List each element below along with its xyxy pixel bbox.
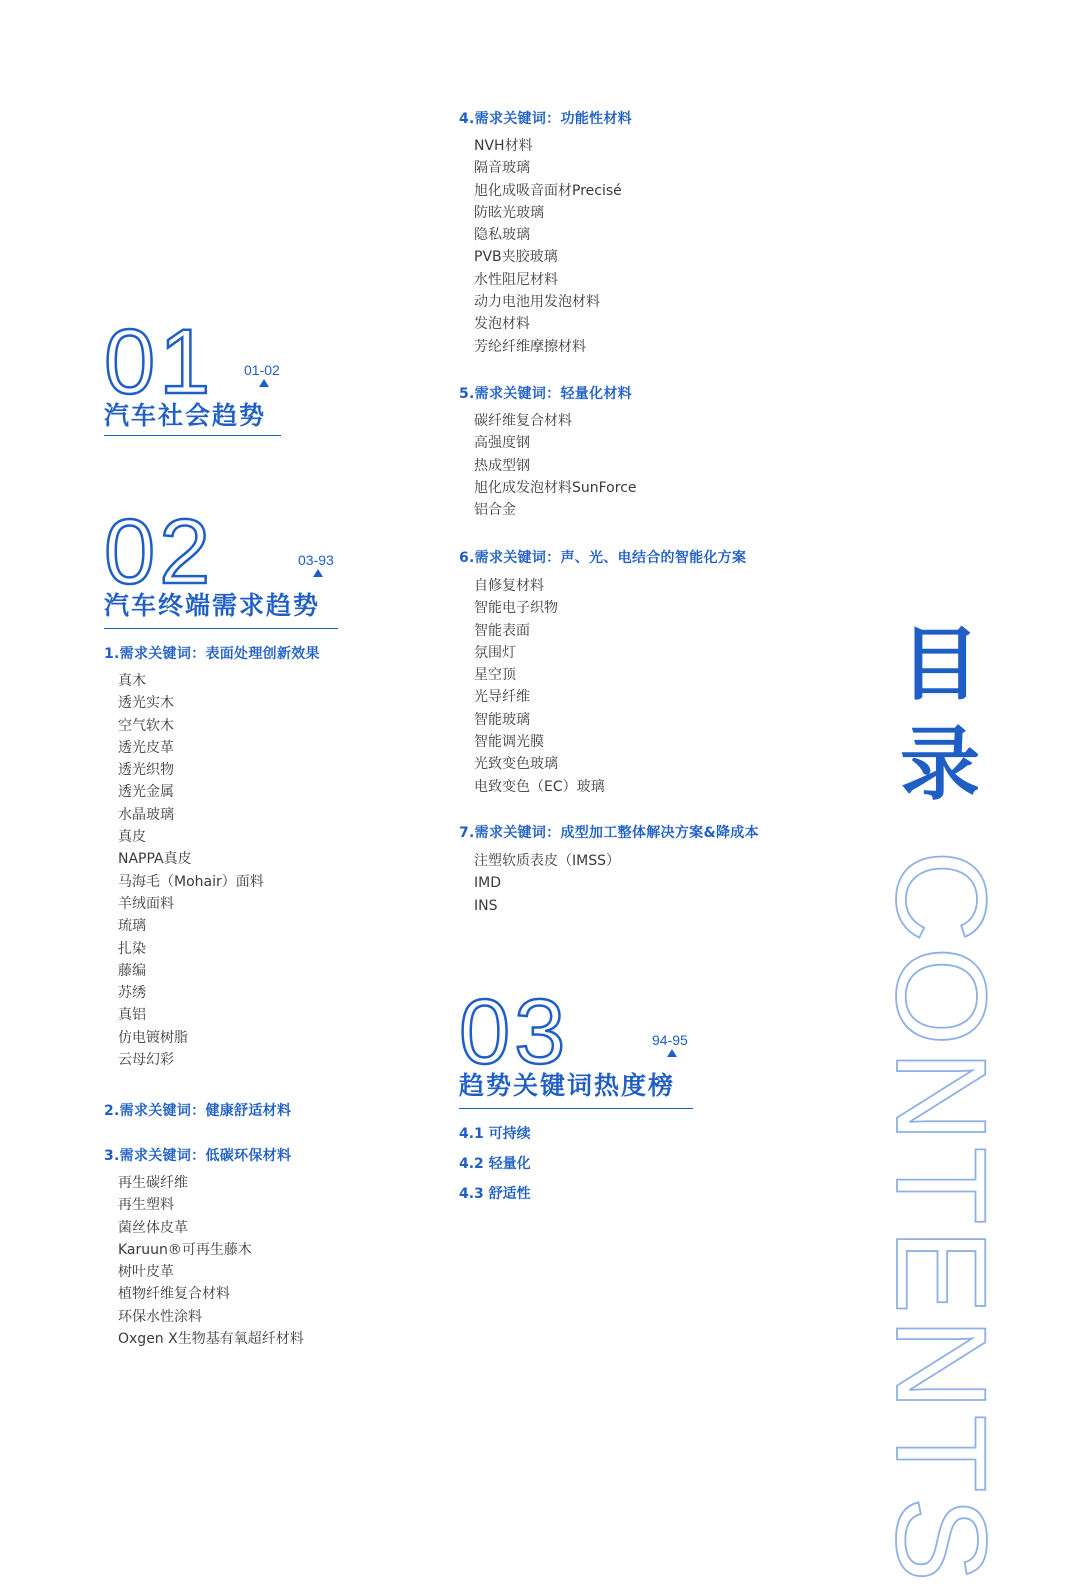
list-item[interactable]: Karuun®可再生藤木 bbox=[118, 1241, 252, 1258]
section-4-heading[interactable]: 4.需求关键词：功能性材料 bbox=[459, 111, 632, 127]
section-3-list bbox=[118, 1172, 304, 1350]
list-item[interactable]: 芳纶纤维摩擦材料 bbox=[474, 338, 586, 355]
list-item[interactable]: 高强度钢 bbox=[474, 435, 530, 452]
list-item[interactable]: 云母幻彩 bbox=[118, 1052, 174, 1069]
list-item[interactable]: 再生塑料 bbox=[118, 1197, 174, 1214]
list-item[interactable]: 隐私玻璃 bbox=[474, 227, 530, 244]
list-item[interactable]: 真铝 bbox=[118, 1007, 146, 1024]
hotlist-item-lightweight[interactable]: 4.2 轻量化 bbox=[459, 1156, 531, 1172]
section-4-list bbox=[474, 135, 622, 358]
triangle-marker-icon bbox=[313, 569, 323, 577]
list-item[interactable]: 水性阻尼材料 bbox=[474, 271, 558, 288]
chapter-03-number: 03 bbox=[459, 981, 570, 1083]
list-item[interactable]: 扎染 bbox=[118, 940, 146, 957]
list-item[interactable]: NAPPA真皮 bbox=[118, 851, 192, 868]
list-item[interactable]: 智能电子织物 bbox=[474, 600, 558, 617]
section-1-list bbox=[118, 670, 264, 1071]
list-item[interactable]: 苏绣 bbox=[118, 985, 146, 1002]
chapter-03-underline bbox=[459, 1108, 693, 1109]
list-item[interactable]: NVH材料 bbox=[474, 138, 533, 154]
chapter-01-pages[interactable]: 01-02 bbox=[244, 362, 280, 378]
triangle-marker-icon bbox=[259, 379, 269, 387]
list-item[interactable]: 仿电镀树脂 bbox=[118, 1029, 188, 1046]
list-item[interactable]: 星空顶 bbox=[474, 667, 516, 684]
list-item[interactable]: 光致变色玻璃 bbox=[474, 756, 558, 773]
list-item[interactable]: 光导纤维 bbox=[474, 689, 530, 706]
list-item[interactable]: 透光织物 bbox=[118, 762, 174, 779]
side-title-char-2: 录 bbox=[900, 718, 980, 811]
chapter-02-pages[interactable]: 03-93 bbox=[298, 552, 334, 568]
list-item[interactable]: 铝合金 bbox=[474, 502, 516, 519]
section-1-heading[interactable]: 1.需求关键词：表面处理创新效果 bbox=[104, 646, 320, 662]
list-item[interactable]: 电致变色（EC）玻璃 bbox=[474, 778, 605, 795]
list-item[interactable]: INS bbox=[474, 897, 498, 914]
list-item[interactable]: 羊绒面料 bbox=[118, 895, 174, 912]
list-item[interactable]: 再生碳纤维 bbox=[118, 1175, 188, 1191]
list-item[interactable]: 树叶皮革 bbox=[118, 1264, 174, 1281]
list-item[interactable]: 氛围灯 bbox=[474, 644, 516, 661]
chapter-01-number: 01 bbox=[104, 311, 215, 413]
chapter-03-pages[interactable]: 94-95 bbox=[652, 1032, 688, 1048]
list-item[interactable]: 琉璃 bbox=[118, 918, 146, 935]
section-6-list bbox=[474, 575, 605, 798]
chapter-02-number: 02 bbox=[104, 501, 215, 603]
chapter-01-title[interactable]: 汽车社会趋势 bbox=[104, 401, 267, 430]
list-item[interactable]: 透光皮革 bbox=[118, 739, 174, 756]
list-item[interactable]: 动力电池用发泡材料 bbox=[474, 294, 600, 311]
list-item[interactable]: PVB夹胶玻璃 bbox=[474, 249, 558, 266]
list-item[interactable]: 防眩光玻璃 bbox=[474, 204, 544, 221]
list-item[interactable]: 透光实木 bbox=[118, 695, 174, 712]
list-item[interactable]: 环保水性涂料 bbox=[118, 1308, 202, 1325]
list-item[interactable]: 碳纤维复合材料 bbox=[474, 413, 572, 429]
list-item[interactable]: 藤编 bbox=[118, 962, 146, 979]
list-item[interactable]: 智能玻璃 bbox=[474, 711, 530, 728]
side-title-char-1: 目 bbox=[900, 618, 980, 711]
section-7-heading[interactable]: 7.需求关键词：成型加工整体解决方案&降成本 bbox=[459, 825, 759, 841]
section-3-heading[interactable]: 3.需求关键词：低碳环保材料 bbox=[104, 1148, 292, 1164]
section-2-heading[interactable]: 2.需求关键词：健康舒适材料 bbox=[104, 1103, 292, 1119]
list-item[interactable]: 菌丝体皮革 bbox=[118, 1219, 188, 1236]
list-item[interactable]: 注塑软质表皮（IMSS） bbox=[474, 853, 620, 869]
list-item[interactable]: 旭化成吸音面材Precisé bbox=[474, 182, 622, 199]
triangle-marker-icon bbox=[667, 1049, 677, 1057]
side-title-cn bbox=[895, 615, 985, 815]
list-item[interactable]: 空气软木 bbox=[118, 717, 174, 734]
list-item[interactable]: 热成型钢 bbox=[474, 457, 530, 474]
section-5-heading[interactable]: 5.需求关键词：轻量化材料 bbox=[459, 386, 632, 402]
side-title-en-wrap bbox=[869, 850, 1012, 1586]
list-item[interactable]: 植物纤维复合材料 bbox=[118, 1286, 230, 1303]
chapter-03-title[interactable]: 趋势关键词热度榜 bbox=[459, 1071, 676, 1100]
hotlist-item-sustainable[interactable]: 4.1 可持续 bbox=[459, 1126, 531, 1142]
section-5-list bbox=[474, 410, 637, 521]
list-item[interactable]: 发泡材料 bbox=[474, 316, 530, 333]
list-item[interactable]: 智能表面 bbox=[474, 622, 530, 639]
chapter-01-underline bbox=[104, 435, 281, 436]
section-6-heading[interactable]: 6.需求关键词：声、光、电结合的智能化方案 bbox=[459, 550, 747, 566]
list-item[interactable]: 隔音玻璃 bbox=[474, 160, 530, 177]
hotlist-item-comfort[interactable]: 4.3 舒适性 bbox=[459, 1186, 531, 1202]
list-item[interactable]: 透光金属 bbox=[118, 784, 174, 801]
section-7-list bbox=[474, 850, 620, 917]
list-item[interactable]: Oxgen X生物基有氧超纤材料 bbox=[118, 1331, 304, 1348]
list-item[interactable]: IMD bbox=[474, 875, 501, 892]
side-title-en: CONTENTS bbox=[869, 850, 1012, 1586]
list-item[interactable]: 真皮 bbox=[118, 829, 146, 846]
chapter-02-underline bbox=[104, 628, 338, 629]
list-item[interactable]: 智能调光膜 bbox=[474, 734, 544, 751]
list-item[interactable]: 旭化成发泡材料SunForce bbox=[474, 479, 637, 496]
list-item[interactable]: 自修复材料 bbox=[474, 578, 544, 594]
chapter-02-title[interactable]: 汽车终端需求趋势 bbox=[104, 591, 321, 620]
list-item[interactable]: 马海毛（Mohair）面料 bbox=[118, 873, 264, 890]
list-item[interactable]: 真木 bbox=[118, 673, 146, 689]
list-item[interactable]: 水晶玻璃 bbox=[118, 806, 174, 823]
